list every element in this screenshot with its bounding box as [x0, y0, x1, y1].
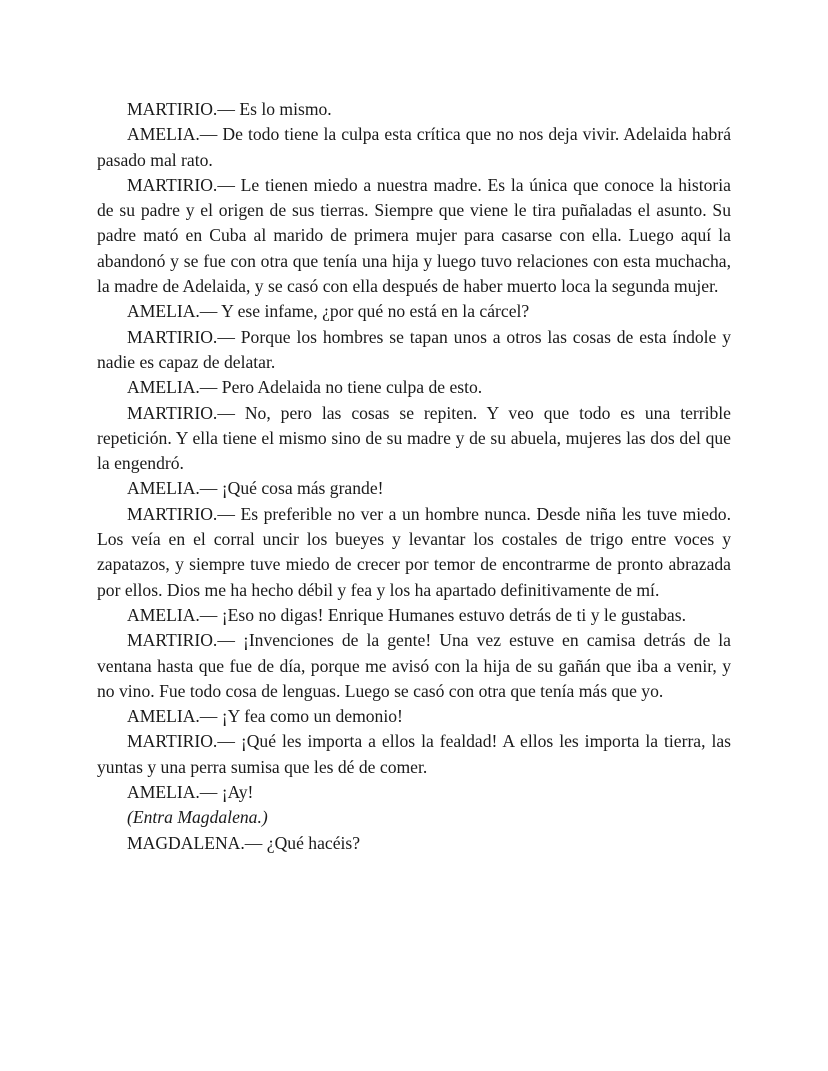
dialogue-paragraph: MARTIRIO.— Le tienen miedo a nuestra madre. Es la única que conoce la historia de su padre y el origen de sus tierras. Siempre que viene le tira puñaladas el asunto. Su padre mató en Cuba al marido de primera mujer para casarse con ella. Luego aquí la abandonó y se fue con otra que tenía una hija y luego tuvo relaciones con esta muchacha, la madre de Adelaida, y se casó con ella después de haber muerto loca la segunda mujer. — [97, 174, 731, 297]
dialogue-paragraph: MARTIRIO.— ¡Invenciones de la gente! Una vez estuve en camisa detrás de la ventana hasta que fue de día, porque me avisó con la hija de su gañán que iba a venir, y no vino. Fue todo cosa de lenguas. Luego se casó con otra que tenía más que yo. — [97, 630, 731, 701]
dialogue-paragraph: AMELIA.— Y ese infame, ¿por qué no está en la cárcel? — [127, 301, 530, 322]
dialogue-paragraph: MARTIRIO.— No, pero las cosas se repiten. Y veo que todo es una terrible repetición. Y ella tiene el mismo sino de su madre y de su abuela, mujeres las dos del que la engendró. — [97, 402, 731, 474]
dialogue-paragraph: MAGDALENA.— ¿Qué hacéis? — [127, 832, 361, 853]
dialogue-paragraph: MARTIRIO.— Es lo mismo. — [127, 99, 332, 119]
dialogue-paragraph: AMELIA.— ¡Qué cosa más grande! — [127, 478, 384, 499]
dialogue-paragraph: AMELIA.— Pero Adelaida no tiene culpa de esto. — [127, 377, 483, 398]
document-page — [97, 97, 731, 856]
dialogue-paragraph: AMELIA.— ¡Ay! — [127, 782, 254, 803]
dialogue-paragraph: MARTIRIO.— Porque los hombres se tapan unos a otros las cosas de esta índole y nadie es capaz de delatar. — [97, 326, 731, 372]
dialogue-paragraph: MARTIRIO.— Es preferible no ver a un hombre nunca. Desde niña les tuve miedo. Los veía en el corral uncir los bueyes y levantar los costales de trigo entre voces y zapatazos, y siempre tuve miedo de crecer por temor de encontrarme de pronto abrazada por ellos. Dios me ha hecho débil y fea y los ha apartado definitivamente de mí. — [97, 503, 731, 600]
dialogue-paragraph: AMELIA.— ¡Y fea como un demonio! — [127, 706, 403, 727]
stage-direction: (Entra Magdalena.) — [127, 807, 268, 828]
dialogue-paragraph: MARTIRIO.— ¡Qué les importa a ellos la fealdad! A ellos les importa la tierra, las yuntas y una perra sumisa que les dé de comer. — [97, 731, 731, 777]
dialogue-paragraph: AMELIA.— De todo tiene la culpa esta crítica que no nos deja vivir. Adelaida habrá pasado mal rato. — [97, 124, 731, 170]
dialogue-paragraph: AMELIA.— ¡Eso no digas! Enrique Humanes estuvo detrás de ti y le gustabas. — [127, 604, 686, 625]
